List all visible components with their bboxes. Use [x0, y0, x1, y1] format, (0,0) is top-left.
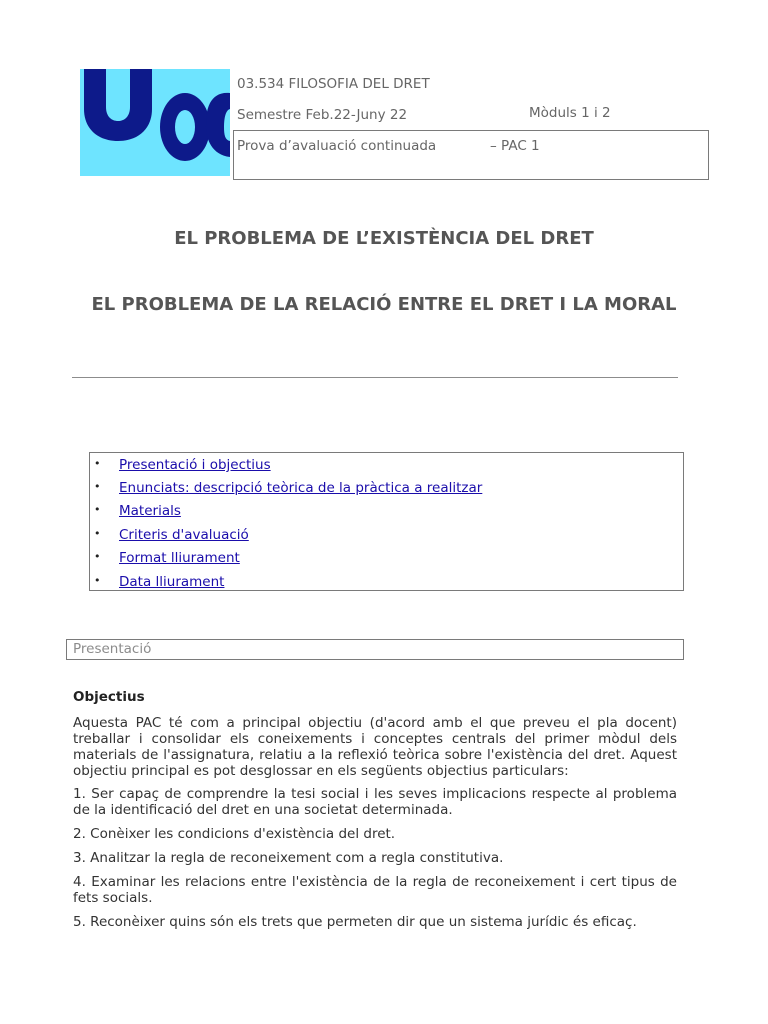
- objectives-intro: Aquesta PAC té com a principal objectiu (d'acord amb el que preveu el pla docent) treballar i consolidar els coneixements i conceptes centrals del primer mòdul dels materials de l'assignatura, relatiu a la reflexió teòrica sobre l'existència del dret. Aquest objectiu principal es pot desglossar en els següents objectius particulars:: [73, 715, 677, 779]
- bullet-icon: •: [94, 574, 101, 587]
- toc-link-presentacio[interactable]: Presentació i objectius: [119, 457, 271, 473]
- objectives-heading: Objectius: [73, 689, 145, 705]
- bullet-icon: •: [94, 457, 101, 470]
- objective-item: 2. Conèixer les condicions d'existència del dret.: [73, 826, 396, 842]
- modules: Mòduls 1 i 2: [529, 105, 611, 121]
- toc-link-criteris[interactable]: Criteris d'avaluació: [119, 527, 249, 543]
- main-title: EL PROBLEMA DE L’EXISTÈNCIA DEL DRET: [174, 228, 594, 249]
- subtitle: EL PROBLEMA DE LA RELACIÓ ENTRE EL DRET I LA MORAL: [91, 294, 677, 315]
- toc-link-materials[interactable]: Materials: [119, 503, 181, 519]
- bullet-icon: •: [94, 527, 101, 540]
- divider: [72, 377, 678, 378]
- toc-link-data[interactable]: Data lliurament: [119, 574, 225, 590]
- objective-item: 1. Ser capaç de comprendre la tesi social i les seves implicacions respecte al problema de la identificació del dret en una societat determinada.: [73, 786, 677, 818]
- semester: Semestre Feb.22-Juny 22: [237, 107, 408, 123]
- toc-link-format[interactable]: Format lliurament: [119, 550, 240, 566]
- bullet-icon: •: [94, 480, 101, 493]
- uoc-logo: [80, 69, 230, 176]
- objective-item: 5. Reconèixer quins són els trets que permeten dir que un sistema jurídic és eficaç.: [73, 914, 637, 930]
- objective-item: 3. Analitzar la regla de reconeixement com a regla constitutiva.: [73, 850, 504, 866]
- assessment-title: Prova d’avaluació continuada: [237, 138, 437, 154]
- bullet-icon: •: [94, 550, 101, 563]
- uoc-logo-mark: [80, 69, 230, 176]
- bullet-icon: •: [94, 503, 101, 516]
- table-of-contents: [89, 452, 684, 591]
- course-code: 03.534 FILOSOFIA DEL DRET: [237, 76, 430, 92]
- section-header-presentacio: Presentació: [66, 639, 684, 660]
- toc-link-enunciats[interactable]: Enunciats: descripció teòrica de la pràctica a realitzar: [119, 480, 483, 496]
- objective-item: 4. Examinar les relacions entre l'existència de la regla de reconeixement i cert tipus de fets socials.: [73, 874, 677, 906]
- assessment-code: – PAC 1: [490, 138, 540, 154]
